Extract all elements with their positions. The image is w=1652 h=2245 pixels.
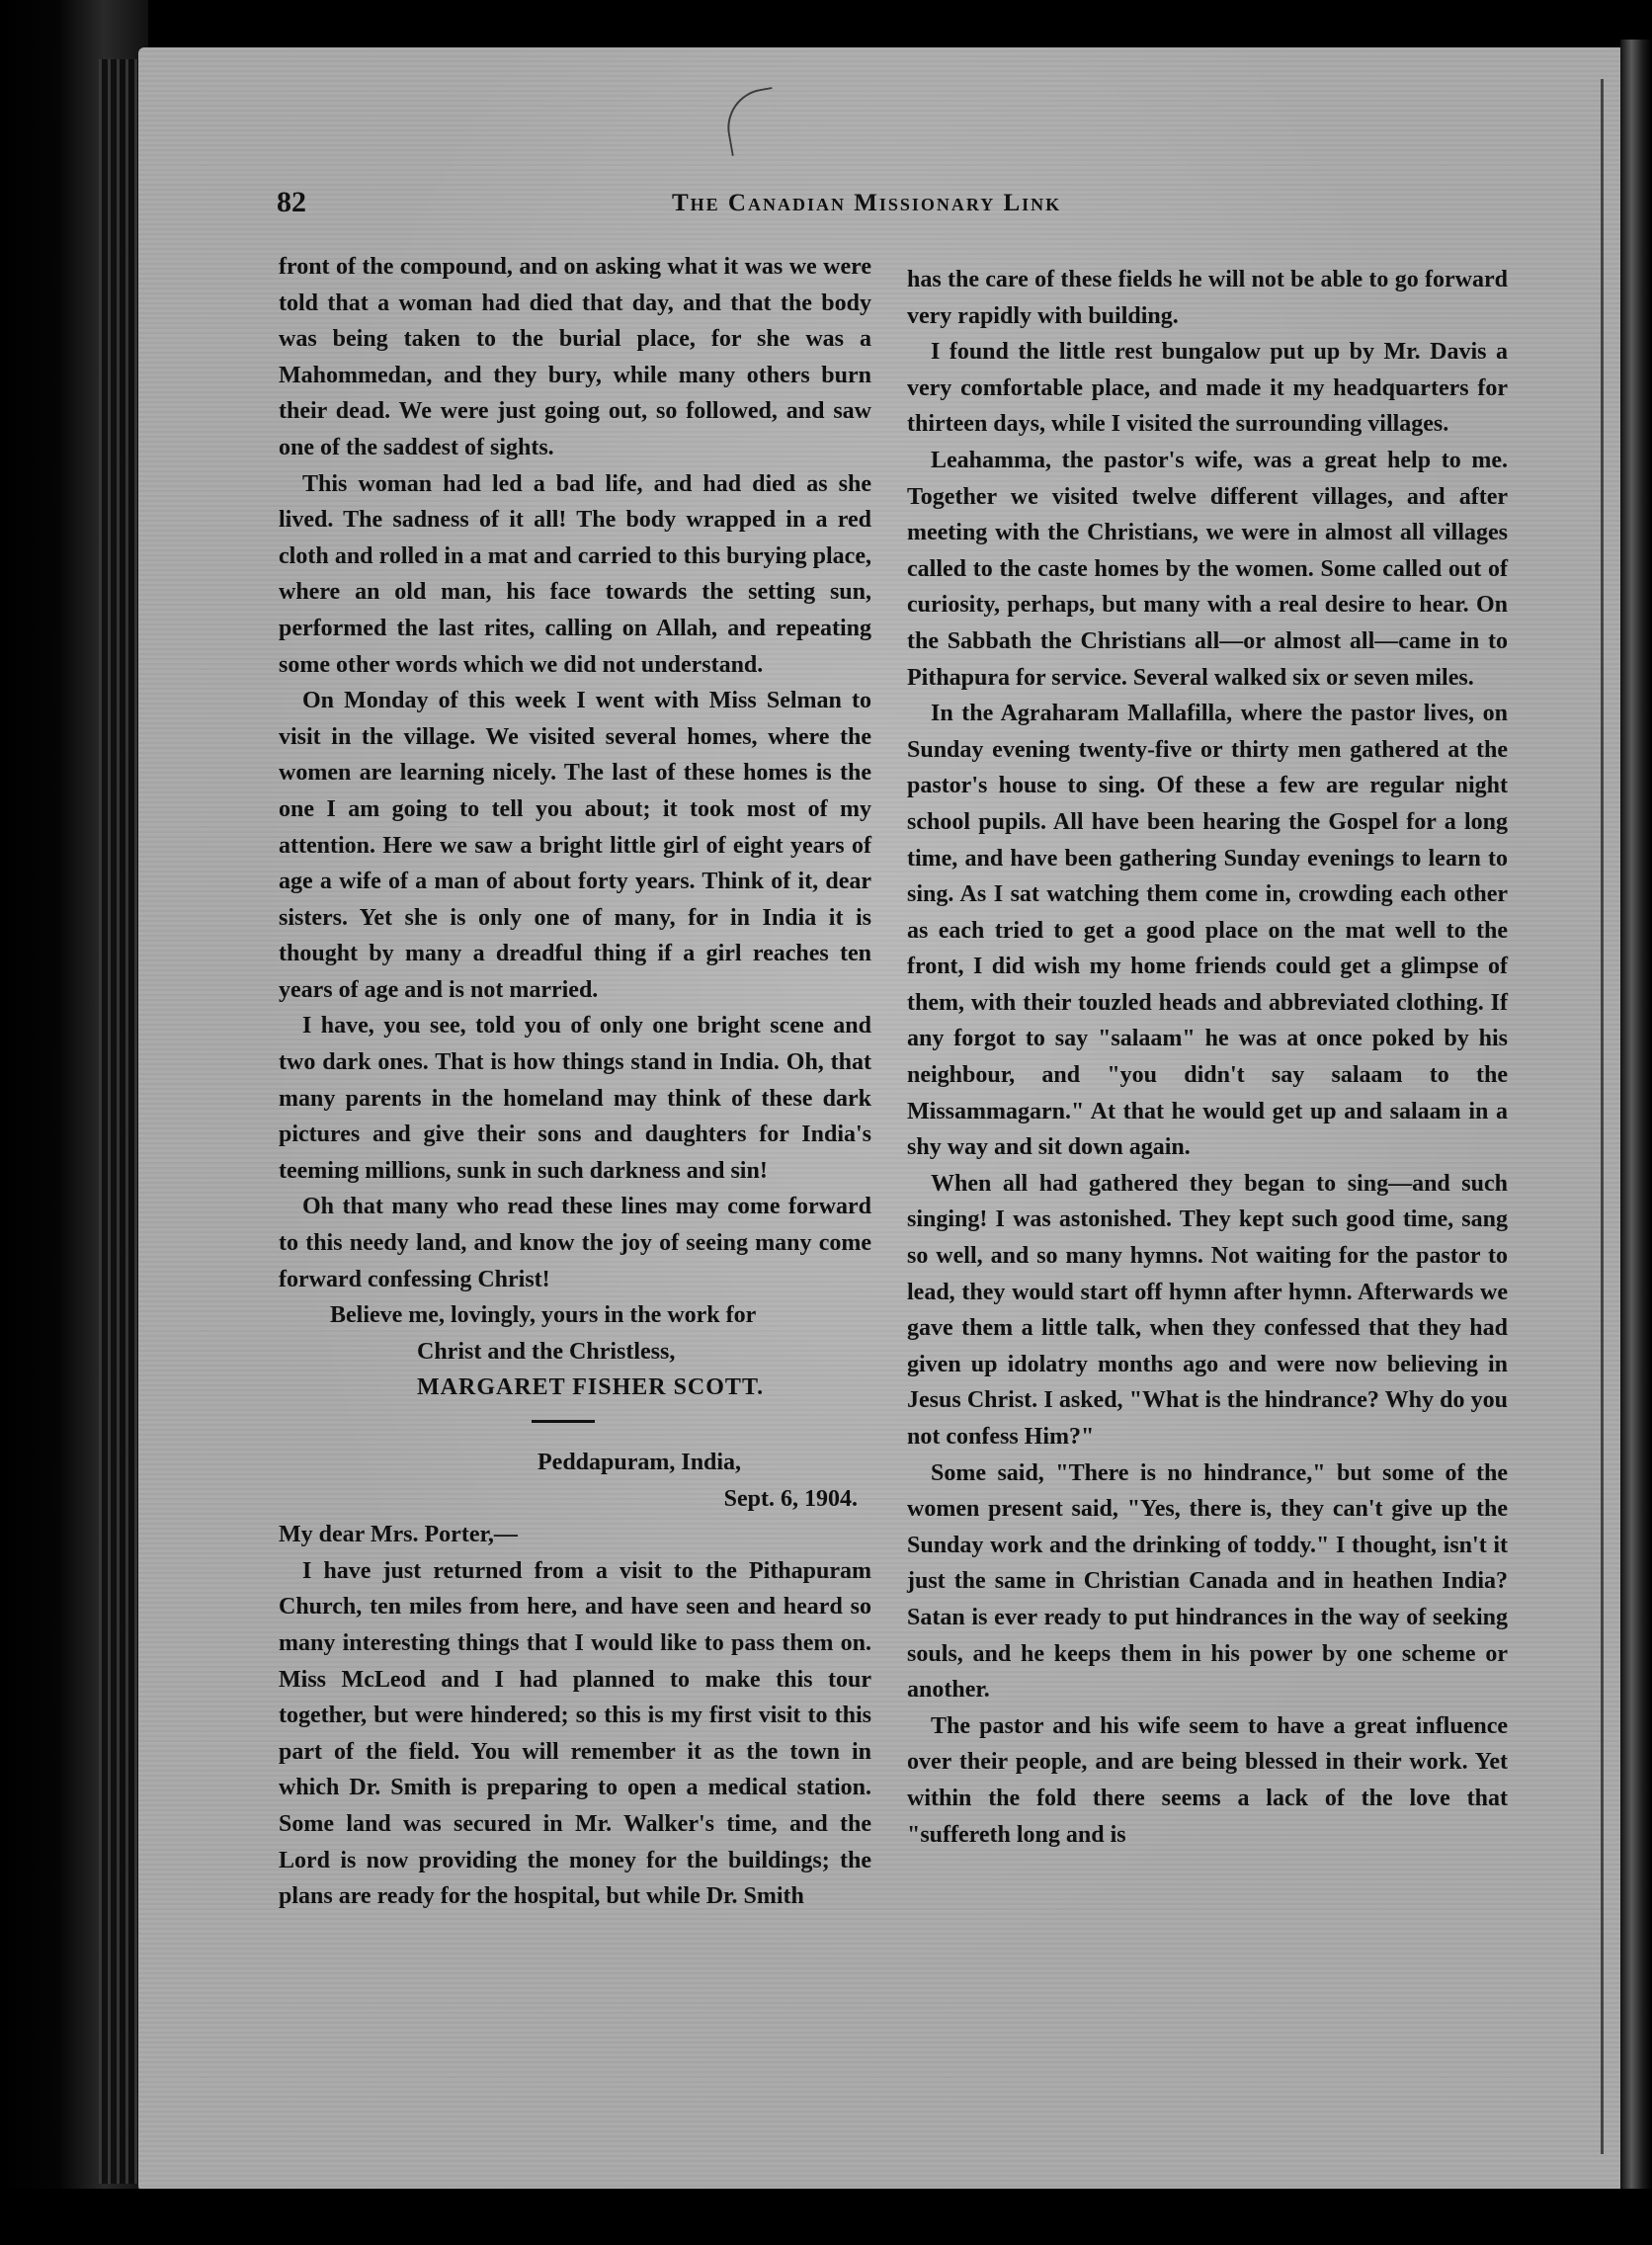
letter-closing-line-2: Christ and the Christless, (417, 1338, 676, 1365)
page-header (277, 186, 1502, 225)
scanner-frame-right (1620, 40, 1652, 2203)
right-column (907, 262, 1508, 2159)
running-head: The Canadian Missionary Link (672, 190, 1062, 216)
paragraph: The pastor and his wife seem to have a great influence over their people, and are being blessed in their work. Yet within the fold there seems a lack of the love that "suffereth long and is (907, 1712, 1508, 1848)
paragraph: I found the little rest bungalow put up by Mr. Davis a very comfortable place, and made it my headquarters for thirteen days, while I visited the surrounding villages. (907, 339, 1508, 438)
scanner-frame-bottom (0, 2189, 1652, 2245)
paragraph: This woman had led a bad life, and had died as she lived. The sadness of it all! The body wrapped in a red cloth and rolled in a mat and carried to this burying place, where an old man, his face towards the setting sun, performed the last rites, calling on Allah, and repeating some other words which we did not understand. (279, 470, 871, 678)
book-spine (99, 59, 138, 2184)
paragraph: In the Agraharam Mallafilla, where the pastor lives, on Sunday evening twenty-five or thirty men gathered at the pastor's house to sing. Of these a few are regular night school pupils. All have been hearing the Gospel for a long time, and have been gathering Sunday evenings to learn to sing. As I sat watching them come in, crowding each other as each tried to get a good place on the mat well to the front, I did wish my home friends could get a glimpse of them, with their touzled heads and abbreviated clothing. If any forgot to say "salaam" he was at once poked by his neighbour, and "you didn't say salaam to the Missammagarn." At that he would get up and salaam in a shy way and sit down again. (907, 701, 1508, 1161)
paragraph: has the care of these fields he will not be able to go forward very rapidly with building. (907, 267, 1508, 329)
dateline-place: Peddapuram, India, (537, 1450, 742, 1475)
paragraph: Leahamma, the pastor's wife, was a great help to me. Together we visited twelve different villages, and after meeting with the Christians, we were in almost all villages called to the caste homes by the women. Some called out of curiosity, perhaps, but many with a real desire to hear. On the Sabbath the Christians all—or almost all—came in to Pithapura for service. Several walked six or seven miles. (907, 447, 1508, 691)
paragraph: I have, you see, told you of only one bright scene and two dark ones. That is how things stand in India. Oh, that many parents in the homeland may think of these dark pictures and give their sons and daughters for India's teeming millions, sunk in such darkness and sin! (279, 1013, 871, 1184)
letter-closing: Believe me, lovingly, yours in the work for (330, 1302, 757, 1329)
section-divider (532, 1420, 595, 1423)
dateline-date: Sept. 6, 1904. (723, 1485, 858, 1512)
paragraph: Some said, "There is no hindrance," but some of the women present said, "Yes, there is, they can't give up the Sunday work and the drinking of toddy." I thought, isn't it just the same in Christian Canada and in heathen India? Satan is ever ready to put hindrances in the way of seeking souls, and he keeps them in his power by one scheme or another. (907, 1459, 1508, 1704)
paragraph: Oh that many who read these lines may come forward to this needy land, and know the joy of seeing many come forward confessing Christ! (279, 1194, 871, 1292)
paragraph: I have just returned from a visit to the Pithapuram Church, ten miles from here, and have seen and heard so many interesting things that I would like to pass them on. Miss McLeod and I had planned to make this tour together, but were hindered; so this is my first visit to this part of the field. You will remember it as the town in which Dr. Smith is preparing to open a medical station. Some land was secured in Mr. Walker's time, and the Lord is now providing the money for the buildings; the plans are ready for the hospital, but while Dr. Smith (279, 1557, 871, 1910)
paragraph: On Monday of this week I went with Miss Selman to visit in the village. We visited several homes, where the women are learning nicely. The last of these homes is the one I am going to tell you about; it took most of my attention. Here we saw a bright little girl of eight years of age a wife of a man of about forty years. Think of it, dear sisters. Yet she is only one of many, for in India it is thought by many a dreadful thing if a girl reaches ten years of age and is not married. (279, 688, 871, 1003)
page-fold-shadow (1601, 79, 1604, 2154)
paragraph: When all had gathered they began to sing—and such singing! I was astonished. They kept such good time, sang so well, and so many hymns. Not waiting for the pastor to lead, they would start off hymn after hymn. Afterwards we gave them a little talk, when they confessed that they had given up idolatry months ago and were now believing in Jesus Christ. I asked, "What is the hindrance? Why do you not confess Him?" (907, 1170, 1508, 1450)
paragraph: front of the compound, and on asking what it was we were told that a woman had died that day, and that the body was being taken to the burial place, for she was a Mahommedan, and they bury, while many others burn their dead. We were just going out, so followed, and saw one of the saddest of sights. (279, 254, 871, 460)
letter-salutation: My dear Mrs. Porter,— (279, 1522, 518, 1548)
letter-signature: MARGARET FISHER SCOTT. (417, 1374, 765, 1401)
left-column (279, 249, 871, 2146)
page-number: 82 (277, 186, 306, 218)
